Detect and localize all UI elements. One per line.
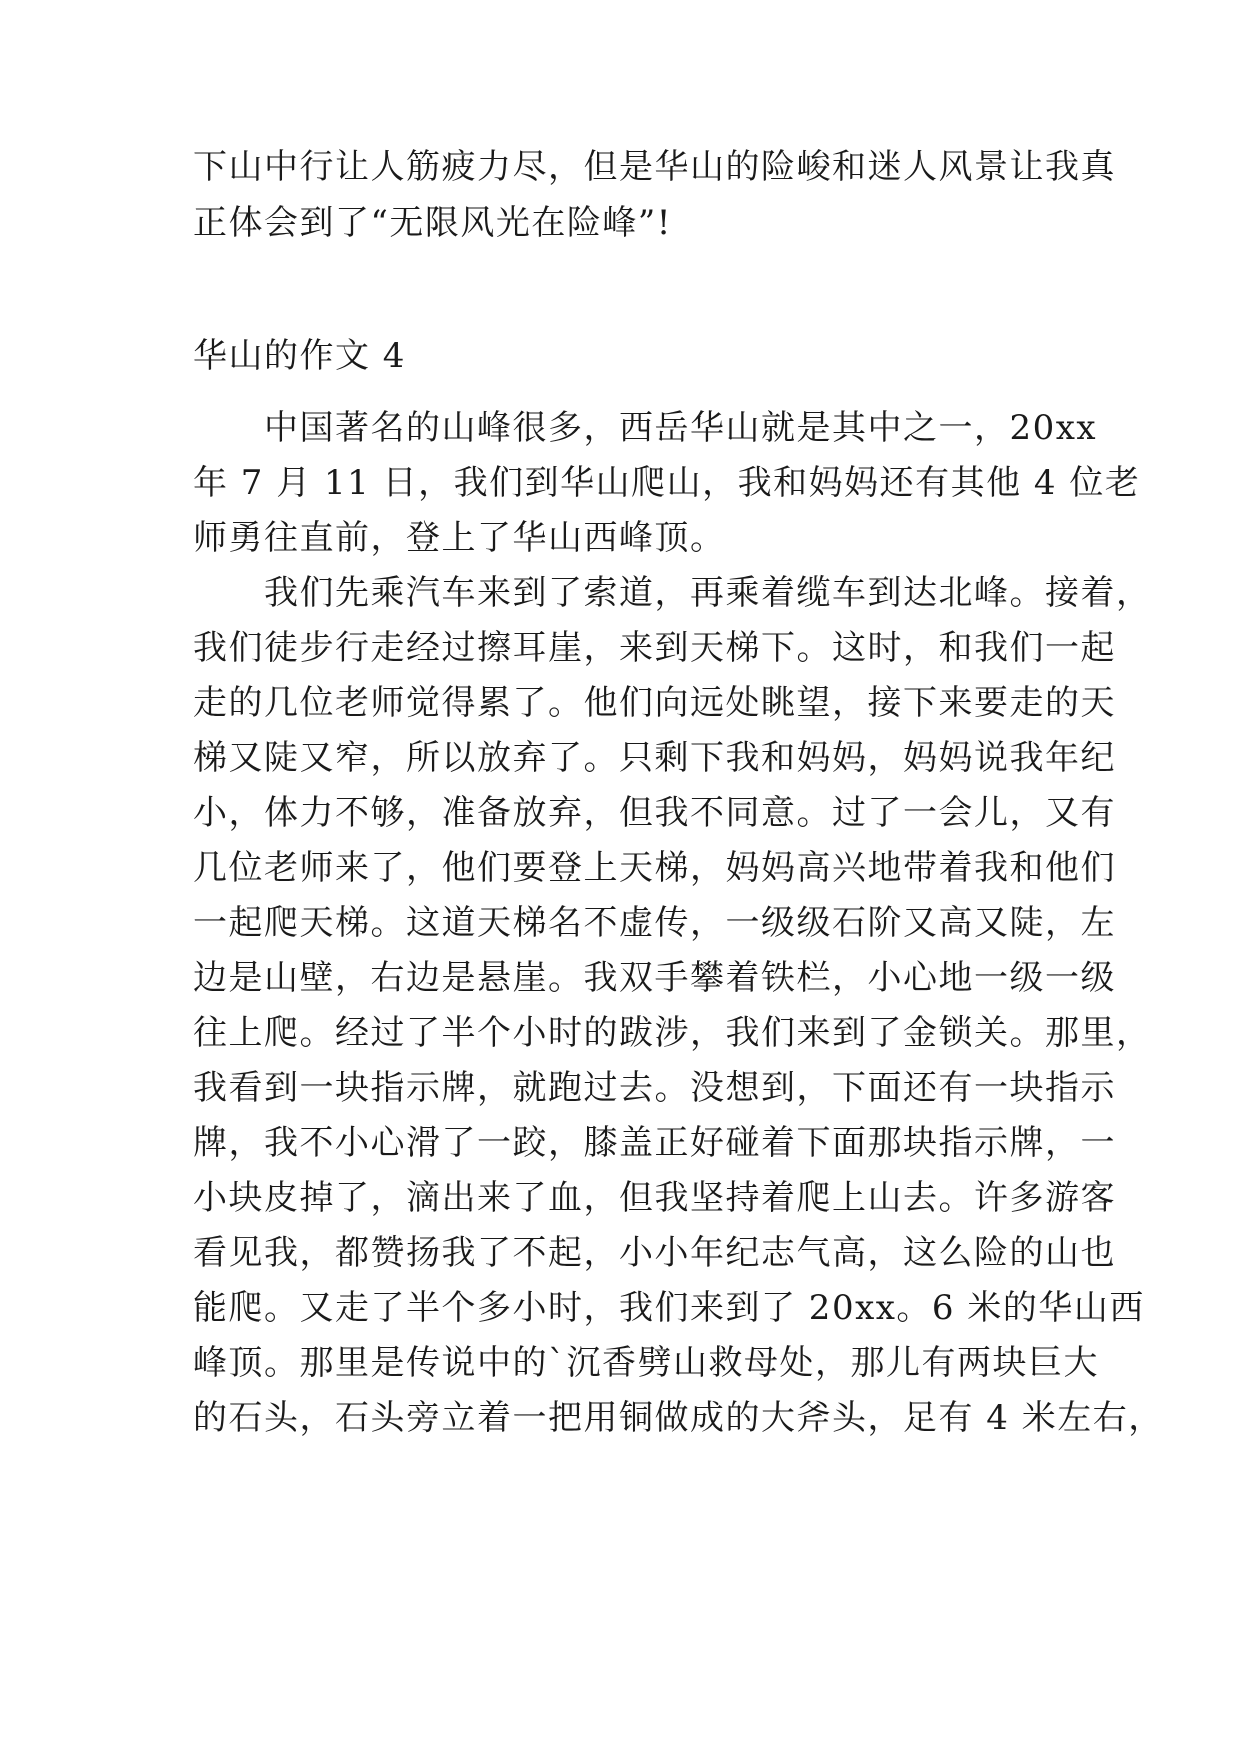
text-line: 一起爬天梯。这道天梯名不虚传，一级级石阶又高又陡，左	[193, 903, 1116, 943]
text-line: 下山中行让人筋疲力尽，但是华山的险峻和迷人风景让我真	[193, 147, 1116, 187]
text-line: 的石头，石头旁立着一把用铜做成的大斧头，足有 4 米左右，	[193, 1398, 1164, 1438]
text-line: 能爬。又走了半个多小时，我们来到了 20xx。6 米的华山西	[193, 1288, 1145, 1328]
text-line: 我们徒步行走经过擦耳崖，来到天梯下。这时，和我们一起	[193, 628, 1116, 668]
text-line: 峰顶。那里是传说中的`沉香劈山救母处，那儿有两块巨大	[193, 1343, 1099, 1383]
text-line: 年 7 月 11 日，我们到华山爬山，我和妈妈还有其他 4 位老	[193, 463, 1141, 503]
text-line: 我们先乘汽车来到了索道，再乘着缆车到达北峰。接着，	[193, 573, 1152, 613]
text-line: 小，体力不够，准备放弃，但我不同意。过了一会儿，又有	[193, 793, 1116, 833]
text-line: 中国著名的山峰很多，西岳华山就是其中之一，20xx	[193, 408, 1098, 448]
text-line: 小块皮掉了，滴出来了血，但我坚持着爬上山去。许多游客	[193, 1178, 1116, 1218]
text-line: 边是山壁，右边是悬崖。我双手攀着铁栏，小心地一级一级	[193, 958, 1116, 998]
section-heading: 华山的作文 4	[193, 336, 406, 376]
text-line: 几位老师来了，他们要登上天梯，妈妈高兴地带着我和他们	[193, 848, 1116, 888]
text-line: 正体会到了“无限风光在险峰”!	[193, 203, 672, 243]
text-line: 看见我，都赞扬我了不起，小小年纪志气高，这么险的山也	[193, 1233, 1116, 1273]
text-line: 梯又陡又窄，所以放弃了。只剩下我和妈妈，妈妈说我年纪	[193, 738, 1116, 778]
text-line: 牌，我不小心滑了一跤，膝盖正好碰着下面那块指示牌，一	[193, 1123, 1116, 1163]
text-line: 我看到一块指示牌，就跑过去。没想到，下面还有一块指示	[193, 1068, 1116, 1108]
text-line: 往上爬。经过了半个小时的跋涉，我们来到了金锁关。那里，	[193, 1013, 1152, 1053]
text-line: 走的几位老师觉得累了。他们向远处眺望，接下来要走的天	[193, 683, 1116, 723]
text-line: 师勇往直前，登上了华山西峰顶。	[193, 518, 726, 558]
